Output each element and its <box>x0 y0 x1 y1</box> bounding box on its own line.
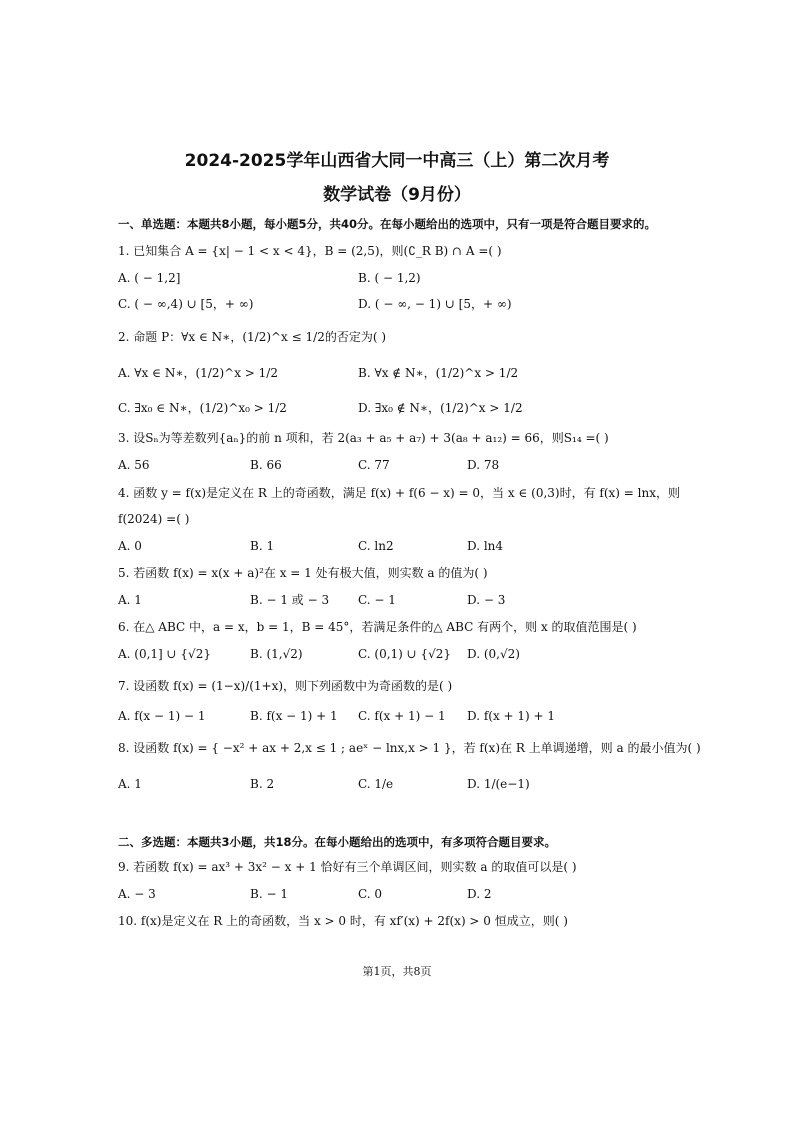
question-2-option-d: D. ∃x₀ ∉ N∗，(1/2)^x > 1/2 <box>358 401 523 415</box>
question-3-option-c: C. 77 <box>358 458 390 472</box>
question-1-option-c: C. ( − ∞,4) ∪ [5，+ ∞) <box>118 297 254 311</box>
question-4-option-a: A. 0 <box>118 539 142 553</box>
question-8-option-c: C. 1/e <box>358 777 394 791</box>
question-3-option-d: D. 78 <box>467 458 500 472</box>
question-5-stem: 5. 若函数 f(x) = x(x + a)²在 x = 1 处有极大值，则实数 a 的值为( ) <box>118 566 488 580</box>
question-10-stem: 10. f(x)是定义在 R 上的奇函数，当 x > 0 时，有 xf′(x) + 2f(x) > 0 恒成立，则( ) <box>118 914 568 928</box>
section-2-heading: 二、多选题：本题共3小题，共18分。在每小题给出的选项中，有多项符合题目要求。 <box>118 835 557 849</box>
question-6-option-d: D. (0,√2) <box>467 647 520 661</box>
question-3-option-b: B. 66 <box>250 458 282 472</box>
question-8-option-b: B. 2 <box>250 777 275 791</box>
question-2-option-a: A. ∀x ∈ N∗，(1/2)^x > 1/2 <box>118 366 278 380</box>
question-1-option-b: B. ( − 1,2) <box>358 271 421 285</box>
question-4-stem: 4. 函数 y = f(x)是定义在 R 上的奇函数，满足 f(x) + f(6 − x) = 0，当 x ∈ (0,3)时，有 f(x) = lnx，则 <box>118 486 681 500</box>
question-5-option-b: B. − 1 或 − 3 <box>250 593 330 607</box>
question-9-option-a: A. − 3 <box>118 887 156 901</box>
exam-title: 2024-2025学年山西省大同一中高三（上）第二次月考 <box>184 151 610 171</box>
question-1-option-a: A. ( − 1,2] <box>118 271 181 285</box>
question-7-option-c: C. f(x + 1) − 1 <box>358 709 446 723</box>
question-9-option-b: B. − 1 <box>250 887 288 901</box>
exam-subtitle: 数学试卷（9月份） <box>323 185 471 205</box>
question-3-option-a: A. 56 <box>118 458 150 472</box>
question-6-stem: 6. 在△ ABC 中，a = x，b = 1，B = 45°，若满足条件的△ ABC 有两个，则 x 的取值范围是( ) <box>118 620 637 634</box>
question-6-option-c: C. (0,1) ∪ {√2} <box>358 647 452 661</box>
question-9-stem: 9. 若函数 f(x) = ax³ + 3x² − x + 1 恰好有三个单调区间，则实数 a 的取值可以是( ) <box>118 860 577 874</box>
question-4-option-c: C. ln2 <box>358 539 394 553</box>
question-1-stem: 1. 已知集合 A = {x| − 1 < x < 4}，B = (2,5)，则(∁_R B) ∩ A =( ) <box>118 244 502 258</box>
question-7-option-d: D. f(x + 1) + 1 <box>467 709 556 723</box>
question-9-option-d: D. 2 <box>467 887 492 901</box>
question-4-option-d: D. ln4 <box>467 539 504 553</box>
question-4-stem-continued: f(2024) =( ) <box>118 512 190 526</box>
page-footer: 第1页，共8页 <box>362 965 432 978</box>
question-6-option-b: B. (1,√2) <box>250 647 303 661</box>
question-5-option-a: A. 1 <box>118 593 142 607</box>
question-2-option-c: C. ∃x₀ ∈ N∗，(1/2)^x₀ > 1/2 <box>118 401 287 415</box>
question-8-stem: 8. 设函数 f(x) = { −x² + ax + 2,x ≤ 1 ; aeˣ − lnx,x > 1 }，若 f(x)在 R 上单调递增，则 a 的最小值为( ) <box>118 741 701 755</box>
question-7-option-b: B. f(x − 1) + 1 <box>250 709 338 723</box>
question-8-option-d: D. 1/(e−1) <box>467 777 530 791</box>
question-9-option-c: C. 0 <box>358 887 383 901</box>
question-8-option-a: A. 1 <box>118 777 142 791</box>
question-5-option-d: D. − 3 <box>467 593 506 607</box>
question-7-stem: 7. 设函数 f(x) = (1−x)/(1+x)，则下列函数中为奇函数的是( ) <box>118 679 453 693</box>
question-4-option-b: B. 1 <box>250 539 275 553</box>
question-6-option-a: A. (0,1] ∪ {√2} <box>118 647 211 661</box>
question-7-option-a: A. f(x − 1) − 1 <box>118 709 206 723</box>
question-2-stem: 2. 命题 P：∀x ∈ N∗，(1/2)^x ≤ 1/2的否定为( ) <box>118 330 387 344</box>
section-1-heading: 一、单选题：本题共8小题，每小题5分，共40分。在每小题给出的选项中，只有一项是符合题目要求的。 <box>118 217 657 231</box>
question-3-stem: 3. 设Sₙ为等差数列{aₙ}的前 n 项和，若 2(a₃ + a₅ + a₇) + 3(a₈ + a₁₂) = 66，则S₁₄ =( ) <box>118 431 609 445</box>
question-2-option-b: B. ∀x ∉ N∗，(1/2)^x > 1/2 <box>358 366 519 380</box>
question-5-option-c: C. − 1 <box>358 593 396 607</box>
question-1-option-d: D. ( − ∞, − 1) ∪ [5，+ ∞) <box>358 297 512 311</box>
